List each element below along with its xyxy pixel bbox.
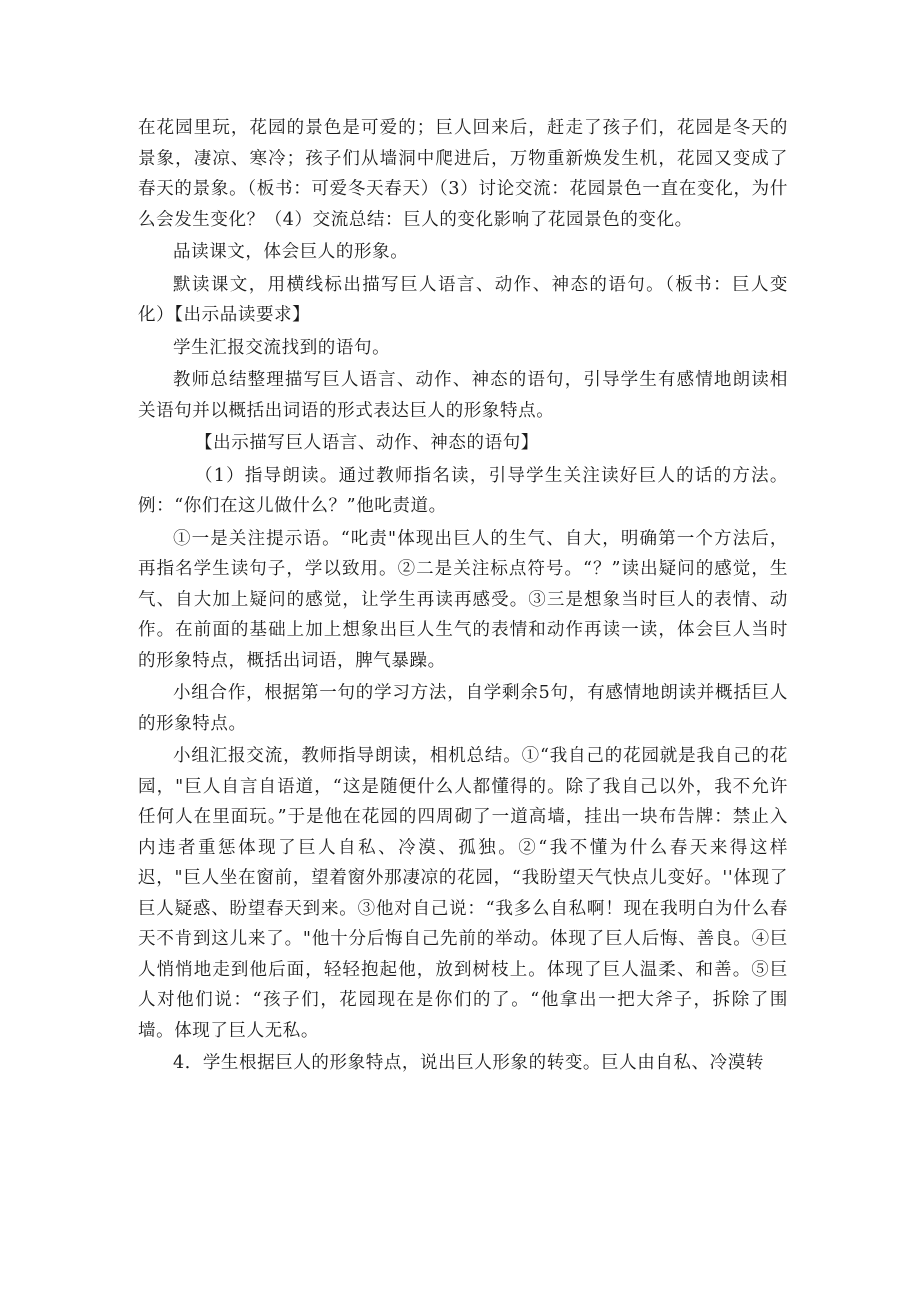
paragraph-guided-reading: （1）指导朗读。通过教师指名读，引导学生关注读好巨人的话的方法。例：“你们在这儿做什么？”他叱责道。: [138, 465, 788, 516]
paragraph-garden-scenery: 在花园里玩，花园的景色是可爱的；巨人回来后，赶走了孩子们，花园是冬天的景象，凄凉、寒冷；孩子们从墙洞中爬进后，万物重新焕发生机，花园又变成了春天的景象。（板书：可爱冬天春天）（3）讨论交流：花园景色一直在变化，为什么会发生变化？（4）交流总结：巨人的变化影响了花园景色的变化。: [138, 118, 788, 230]
paragraph-student-report: 学生汇报交流找到的语句。: [173, 337, 391, 358]
paragraph-reading-methods: ①一是关注提示语。“叱责"体现出巨人的生气、自大，明确第一个方法后，再指名学生读句子，学以致用。②二是关注标点符号。“？”读出疑问的感觉，生气、自大加上疑问的感觉，让学生再读再感受。③三是想象当时巨人的表情、动作。在前面的基础上加上想象出巨人生气的表情和动作再读一读，体会巨人当时的形象特点，概括出词语，脾气暴躁。: [138, 528, 788, 671]
paragraph-show-sentences: 【出示描写巨人语言、动作、神态的语句】: [195, 433, 539, 453]
paragraph-silent-reading: 默读课文，用横线标出描写巨人语言、动作、神态的语句。（板书：巨人变化）【出示品读要求】: [138, 274, 788, 325]
paragraph-group-work: 小组合作，根据第一句的学习方法，自学剩余5句，有感情地朗读并概括巨人的形象特点。: [138, 683, 788, 734]
paragraph-giant-transformation: 4．学生根据巨人的形象特点，说出巨人形象的转变。巨人由自私、冷漠转: [173, 1053, 764, 1073]
document-body: [138, 113, 788, 1079]
paragraph-teacher-summary: 教师总结整理描写巨人语言、动作、神态的语句，引导学生有感情地朗读相关语句并以概括出词语的形式表达巨人的形象特点。: [138, 370, 788, 421]
paragraph-read-text: 品读课文，体会巨人的形象。: [173, 242, 409, 262]
paragraph-group-report: 小组汇报交流，教师指导朗读，相机总结。①“我自己的花园就是我自己的花园，"巨人自言自语道，“这是随便什么人都懂得的。除了我自己以外，我不允许任何人在里面玩。”于是他在花园的四周砌了一道高墙，挂出一块布告牌：禁止入内违者重惩体现了巨人自私、冷漠、孤独。②“我不懂为什么春天来得这样迟，"巨人坐在窗前，望着窗外那凄凉的花园，“我盼望天气快点儿变好。''体现了巨人疑惑、盼望春天到来。③他对自己说：“我多么自私啊！现在我明白为什么春天不肯到这儿来了。"他十分后悔自己先前的举动。体现了巨人后悔、善良。④巨人悄悄地走到他后面，轻轻抱起他，放到树枝上。体现了巨人温柔、和善。⑤巨人对他们说：“孩子们，花园现在是你们的了。“他拿出一把大斧子，拆除了围墙。体现了巨人无私。: [138, 746, 788, 1041]
